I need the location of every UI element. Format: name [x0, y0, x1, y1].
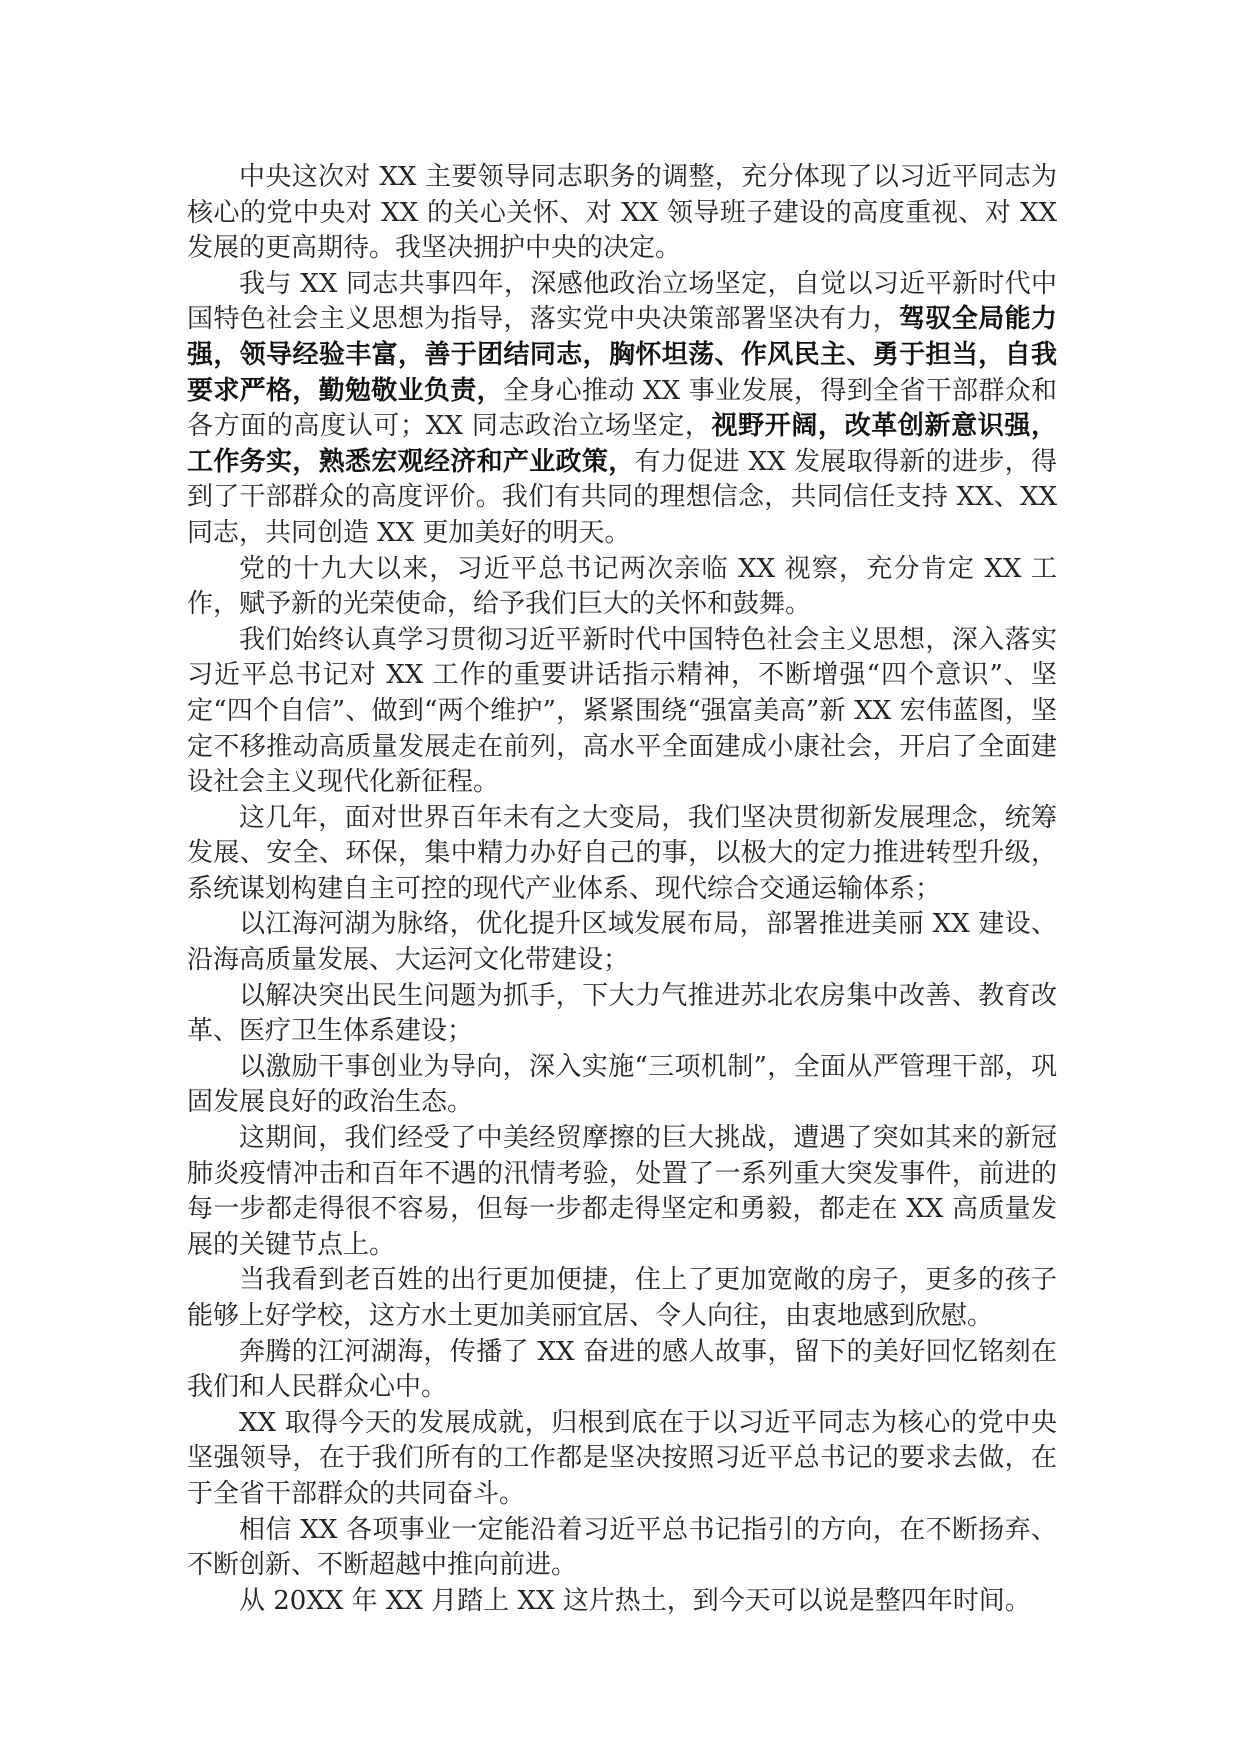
- paragraph-text: 以江海河湖为脉络，优化提升区域发展布局，部署推进美丽 XX 建设、沿海高质量发展、大运河文化带建设；: [187, 909, 1057, 976]
- paragraph-text: 我们始终认真学习贯彻习近平新时代中国特色社会主义思想，深入落实习近平总书记对 XX 工作的重要讲话指示精神，不断增强“四个意识”、坚定“四个自信”、做到“两个维护”，紧紧围绕“强富美高”新 XX 宏伟蓝图，坚定不移推动高质量发展走在前列，高水平全面建成小康社会，开启了全面建设社会主义现代化新征程。: [187, 624, 1057, 798]
- paragraph-text: 这几年，面对世界百年未有之大变局，我们坚决贯彻新发展理念，统筹发展、安全、环保，集中精力办好自己的事，以极大的定力推进转型升级，系统谋划构建自主可控的现代产业体系、现代综合交通运输体系；: [187, 802, 1057, 904]
- paragraph-5: [187, 801, 1057, 908]
- paragraph-text: XX 取得今天的发展成就，归根到底在于以习近平同志为核心的党中央坚强领导，在于我们所有的工作都是坚决按照习近平总书记的要求去做，在于全省干部群众的共同奋斗。: [187, 1407, 1057, 1509]
- paragraph-6: [187, 907, 1057, 978]
- paragraph-14: [187, 1584, 1057, 1620]
- paragraph-text: 党的十九大以来，习近平总书记两次亲临 XX 视察，充分肯定 XX 工作，赋予新的光荣使命，给予我们巨大的关怀和鼓舞。: [187, 553, 1057, 620]
- paragraph-text: 我与 XX 同志共事四年，深感他政治立场坚定，自觉以习近平新时代中国特色社会主义思想为指导，落实党中央决策部署坚决有力，: [187, 268, 1057, 335]
- paragraph-text: 全身心推动 XX 事业发展，得到全省干部群众和各方面的高度认可；XX 同志政治立场坚定，: [187, 375, 1057, 442]
- paragraph-11: [187, 1335, 1057, 1406]
- paragraph-8: [187, 1050, 1057, 1121]
- document-body: [187, 160, 1057, 1619]
- paragraph-1: [187, 160, 1057, 267]
- paragraph-3: [187, 552, 1057, 623]
- paragraph-10: [187, 1263, 1057, 1334]
- paragraph-text: 当我看到老百姓的出行更加便捷，住上了更加宽敞的房子，更多的孩子能够上好学校，这方水土更加美丽宜居、令人向往，由衷地感到欣慰。: [187, 1265, 1057, 1331]
- paragraph-text: 这期间，我们经受了中美经贸摩擦的巨大挑战，遭遇了突如其来的新冠肺炎疫情冲击和百年不遇的汛情考验，处置了一系列重大突发事件，前进的每一步都走得很不容易，但每一步都走得坚定和勇毅，都走在 XX 高质量发展的关键节点上。: [187, 1123, 1057, 1260]
- paragraph-4: [187, 623, 1057, 801]
- emphasis-text: 视野开阔，改革创新意识强，工作务实，熟悉宏观经济和产业政策，: [187, 411, 1057, 477]
- paragraph-9: [187, 1121, 1057, 1263]
- paragraph-text: 以解决突出民生问题为抓手，下大力气推进苏北农房集中改善、教育改革、医疗卫生体系建设；: [187, 980, 1057, 1047]
- paragraph-12: [187, 1406, 1057, 1513]
- paragraph-text: 中央这次对 XX 主要领导同志职务的调整，充分体现了以习近平同志为核心的党中央对 XX 的关心关怀、对 XX 领导班子建设的高度重视、对 XX 发展的更高期待。我坚决拥护中央的决定。: [187, 162, 1057, 264]
- paragraph-13: [187, 1513, 1057, 1584]
- paragraph-text: 以激励干事创业为导向，深入实施“三项机制”，全面从严管理干部，巩固发展良好的政治生态。: [187, 1051, 1057, 1118]
- paragraph-7: [187, 979, 1057, 1050]
- paragraph-text: 相信 XX 各项事业一定能沿着习近平总书记指引的方向，在不断扬弃、不断创新、不断超越中推向前进。: [187, 1514, 1057, 1581]
- paragraph-text: 从 20XX 年 XX 月踏上 XX 这片热土，到今天可以说是整四年时间。: [239, 1585, 1031, 1616]
- paragraph-text: 奔腾的江河湖海，传播了 XX 奋进的感人故事，留下的美好回忆铭刻在我们和人民群众心中。: [187, 1336, 1057, 1403]
- paragraph-2: [187, 267, 1057, 552]
- emphasis-text: 驾驭全局能力强，领导经验丰富，善于团结同志，胸怀坦荡、作风民主、勇于担当，自我要求严格，勤勉敬业负责，: [187, 304, 1057, 406]
- paragraph-text: 有力促进 XX 发展取得新的进步，得到了干部群众的高度评价。我们有共同的理想信念，共同信任支持 XX、XX 同志，共同创造 XX 更加美好的明天。: [187, 446, 1057, 548]
